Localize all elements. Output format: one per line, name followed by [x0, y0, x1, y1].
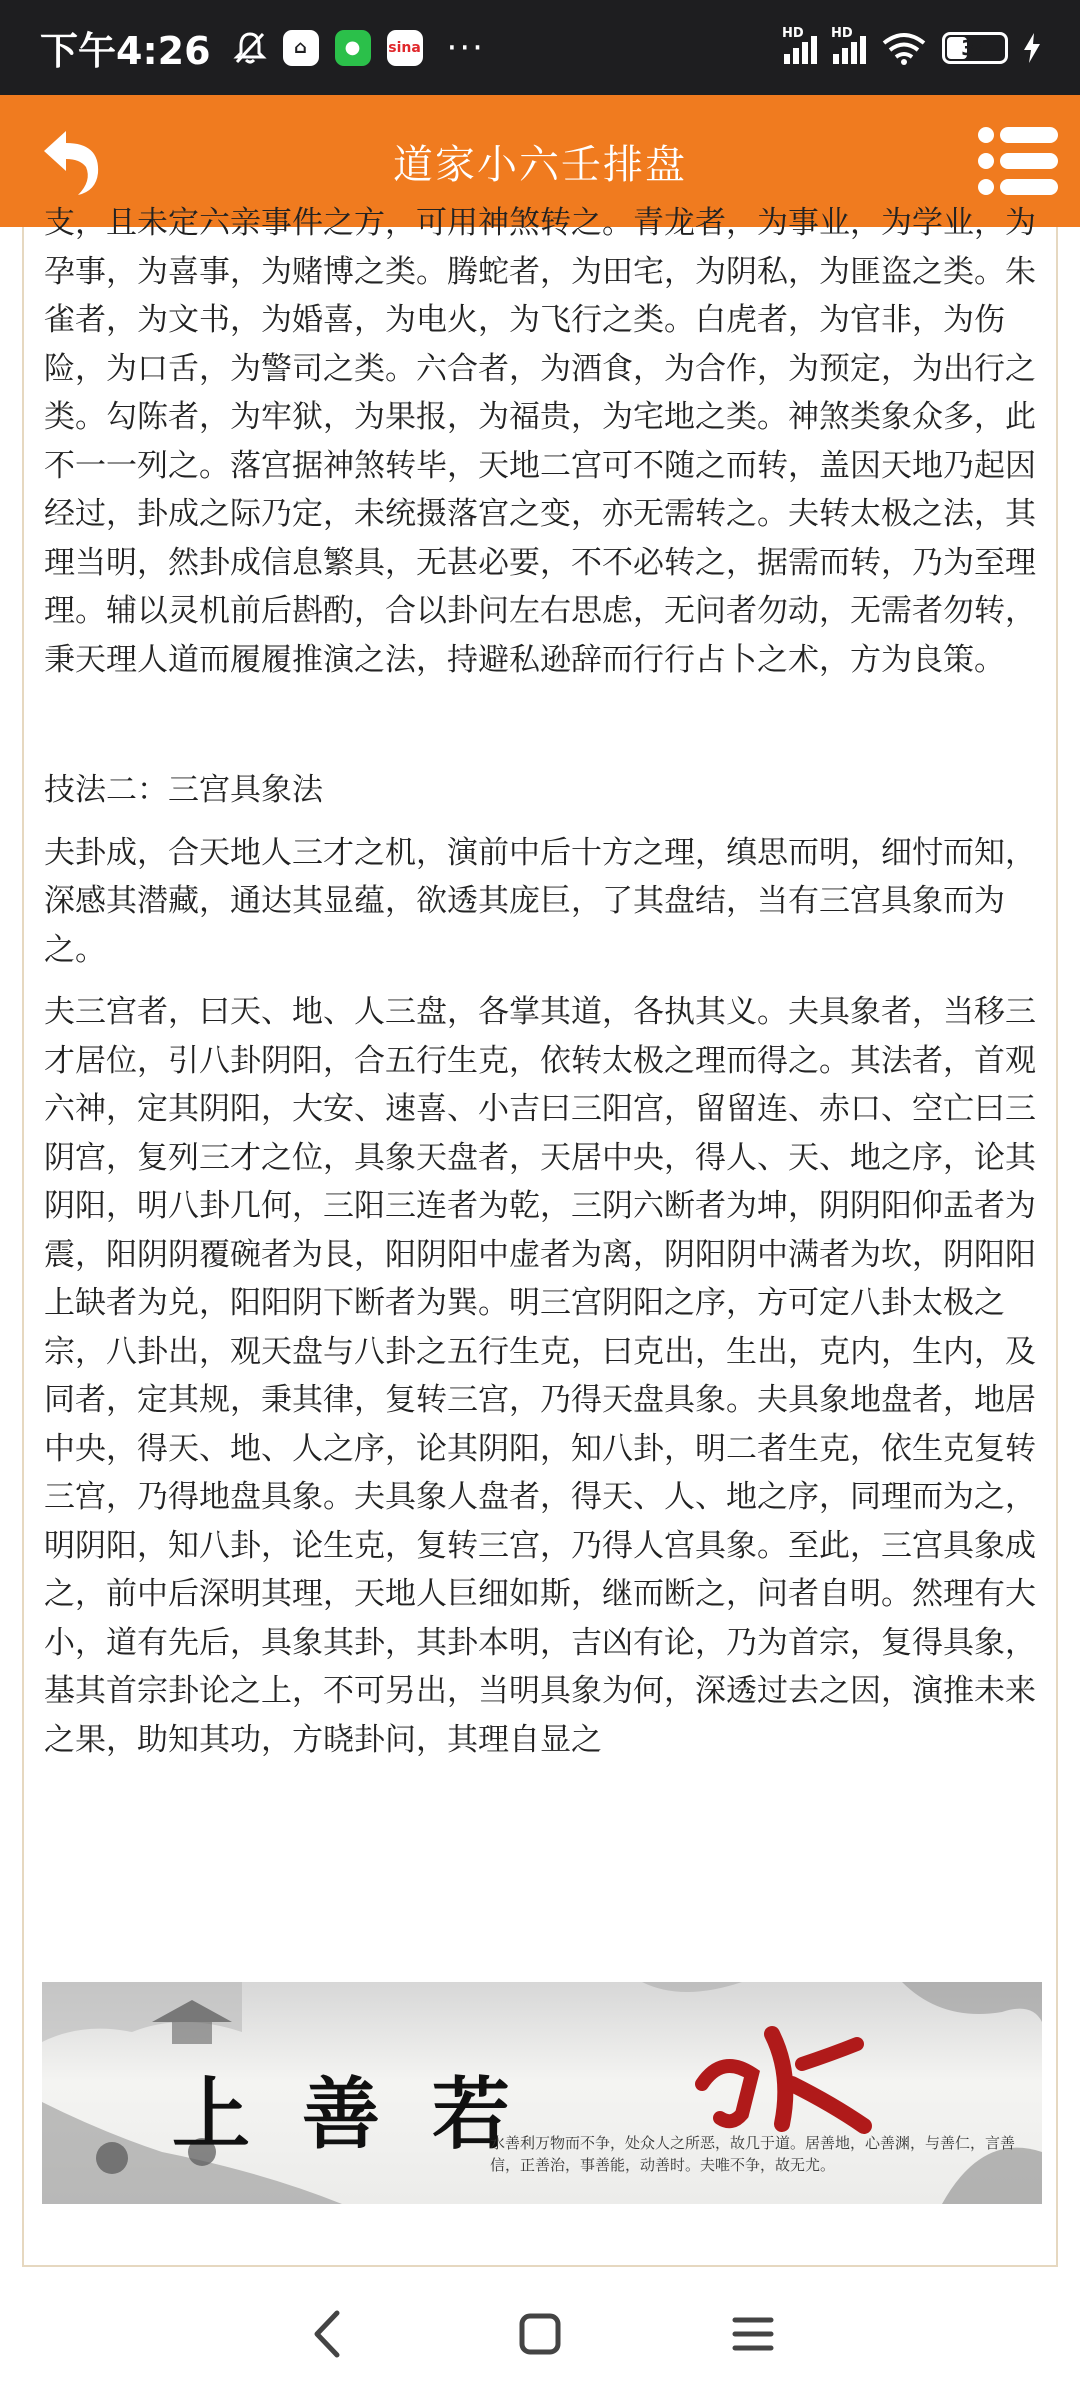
battery-level: 34	[961, 35, 989, 60]
article-content	[44, 205, 1040, 1764]
calligraphy-banner-image	[42, 1982, 1042, 2204]
battery-icon	[942, 32, 1008, 64]
status-bar	[0, 0, 1080, 95]
page-title: 道家小六壬排盘	[393, 141, 687, 188]
status-time: 下午4:26	[40, 29, 211, 73]
wechat-icon: ●	[335, 30, 371, 66]
sina-icon: sina	[387, 30, 423, 66]
system-nav-bar	[0, 2267, 1080, 2400]
wifi-icon	[882, 31, 926, 65]
article-paragraph: 支，且未定六亲事件之方，可用神煞转之。青龙者，为事业，为学业，为孕事，为喜事，为赌博之类。腾蛇者，为田宅，为阴私，为匪盗之类。朱雀者，为文书，为婚喜，为电火，为飞行之类。白虎者，为官非，为伤险，为口舌，为警司之类。六合者，为酒食，为合作，为预定，为出行之类。勾陈者，为牢狱，为果报，为福贵，为宅地之类。神煞类象众多，此不一一列之。落宫据神煞转毕，天地二宫可不随之而转，盖因天地乃起因经过，卦成之际乃定，未统摄落宫之变，亦无需转之。夫转太极之法，其理当明，然卦成信息繁具，无甚必要，不不必转之，据需而转，乃为至理理。辅以灵机前后斟酌，合以卦问左右思虑，无问者勿动，无需者勿转，秉天理人道而履履推演之法，持避私逊辞而行行占卜之术，方为良策。	[44, 205, 1036, 678]
menu-button[interactable]	[976, 123, 1060, 199]
mute-bell-icon	[233, 30, 267, 66]
article-card	[22, 205, 1058, 2267]
nav-home-icon	[518, 2312, 562, 2356]
nav-home-button[interactable]	[505, 2299, 575, 2369]
system-indicators	[782, 25, 1040, 65]
back-button[interactable]	[34, 121, 114, 201]
back-arrow-icon	[34, 121, 114, 201]
notification-icons	[233, 28, 485, 68]
nav-recents-button[interactable]	[718, 2299, 788, 2369]
nav-back-icon	[307, 2309, 347, 2359]
nav-recents-icon	[731, 2314, 775, 2354]
banner-caption: 水善利万物而不争，处众人之所恶，故几于道。居善地，心善渊，与善仁，言善信，正善治，事善能，动善时。夫唯不争，故无尤。	[490, 2134, 1016, 2174]
article-paragraph: 夫三宫者，曰天、地、人三盘，各掌其道，各执其义。夫具象者，当移三才居位，引八卦阴阳，合五行生克，依转太极之理而得之。其法者，首观六神，定其阴阳，大安、速喜、小吉曰三阳宫，留留连、赤口、空亡曰三阴宫，复列三才之位，具象天盘者，天居中央，得人、天、地之序，论其阴阳，明八卦几何，三阳三连者为乾，三阴六断者为坤，阴阴阳仰盂者为震，阳阴阴覆碗者为艮，阳阴阳中虚者为离，阴阳阴中满者为坎，阴阳阳上缺者为兑，阳阳阴下断者为巽。明三宫阴阳之序，方可定八卦太极之宗，八卦出，观天盘与八卦之五行生克，曰克出，生出，克内，生内，及同者，定其规，秉其律，复转三宫，乃得天盘具象。夫具象地盘者，地居中央，得天、地、人之序，论其阴阳，知八卦，明二者生克，依生克复转三宫，乃得地盘具象。夫具象人盘者，得天、人、地之序，同理而为之，明阴阳，知八卦，论生克，复转三宫，乃得人宫具象。至此，三宫具象成之，前中后深明其理，天地人巨细如斯，继而断之，问者自明。然理有大小，道有先后，具象其卦，其卦本明，吉凶有论，乃为首宗，复得具象，基其首宗卦论之上，不可另出，当明具象为何，深透过去之因，演推未来之果，助知其功，方晓卦问，其理自显之	[44, 994, 1036, 1758]
red-calligraphy-water-glyph	[682, 2014, 872, 2134]
menu-list-icon	[976, 123, 1060, 199]
section-heading: 技法二：三宫具象法	[44, 772, 323, 808]
charging-icon	[1024, 33, 1040, 63]
home-app-icon: ⌂	[283, 30, 319, 66]
calligraphy-text: 上善若	[172, 2069, 563, 2160]
signal-icon: HD	[784, 32, 817, 64]
more-notifications-icon: ···	[446, 27, 485, 68]
signal-icon-2: HD	[833, 32, 866, 64]
nav-back-button[interactable]	[292, 2299, 362, 2369]
article-paragraph: 夫卦成，合天地人三才之机，演前中后十方之理，缜思而明，细忖而知，深感其潜藏，通达其显蕴，欲透其庞巨，了其盘结，当有三宫具象而为之。	[44, 834, 1036, 968]
